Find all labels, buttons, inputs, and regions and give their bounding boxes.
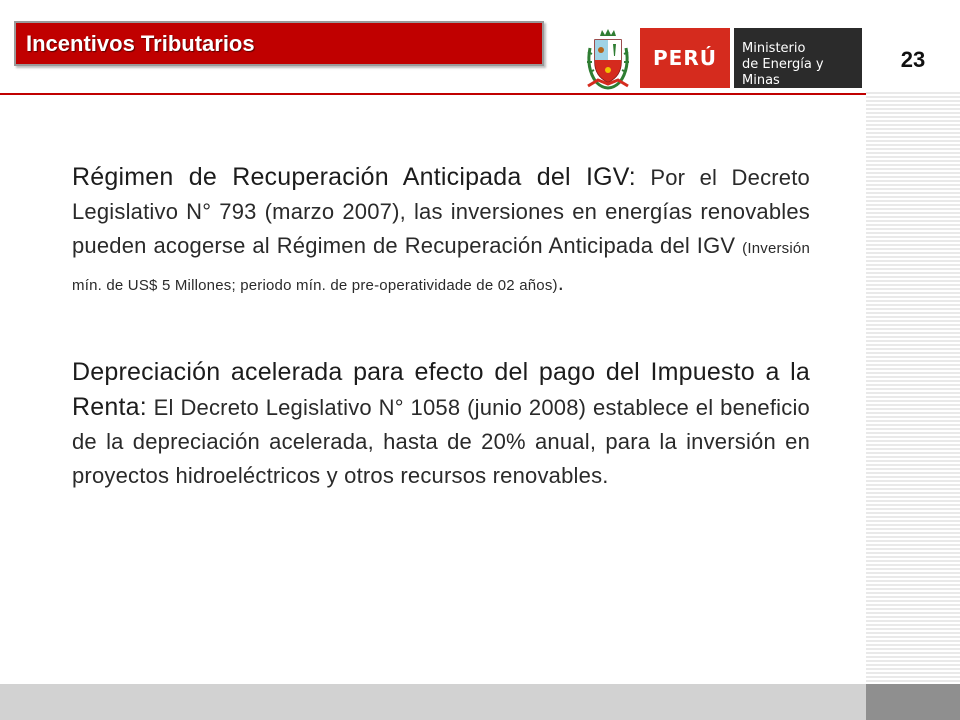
paragraph-end: . <box>557 270 565 295</box>
paragraph-depreciation <box>72 355 810 493</box>
paragraph-body: Por el Decreto Legislativo N° 793 (marzo 2007), las inversiones en energías renovables pueden acogerse al Régimen de Recuperación Anticipada del IGV <box>72 165 810 258</box>
paragraph-note: (Inversión mín. de US$ 5 Millones; periodo mín. de pre-operatividade de 02 años) <box>72 240 810 294</box>
header-divider <box>0 93 866 95</box>
footer-bar <box>0 684 866 720</box>
footer-corner <box>866 684 960 720</box>
paragraph-body: El Decreto Legislativo N° 1058 (junio 2008) establece el beneficio de la depreciación acelerada, hasta de 20% anual, para la inversión en proyectos hidroeléctricos y otros recursos renovables. <box>72 395 810 488</box>
paragraph-heading: Régimen de Recuperación Anticipada del IGV: <box>72 163 636 191</box>
ministry-label <box>734 28 862 88</box>
peru-label: PERÚ <box>640 28 730 88</box>
slide-title: Incentivos Tributarios <box>26 31 255 56</box>
title-banner <box>14 21 544 66</box>
ministry-line-1: Ministerio <box>742 41 806 56</box>
ministry-logo <box>584 28 862 90</box>
page-number: 23 <box>900 47 926 72</box>
paragraph-igv <box>72 160 810 303</box>
side-decorative-strip <box>866 92 960 684</box>
paragraph-heading: Depreciación acelerada para efecto del pago del Impuesto a la Renta: <box>72 358 810 421</box>
peru-coat-of-arms-icon <box>584 28 632 90</box>
slide-content <box>72 160 810 493</box>
ministry-line-2: de Energía y Minas <box>742 57 824 88</box>
